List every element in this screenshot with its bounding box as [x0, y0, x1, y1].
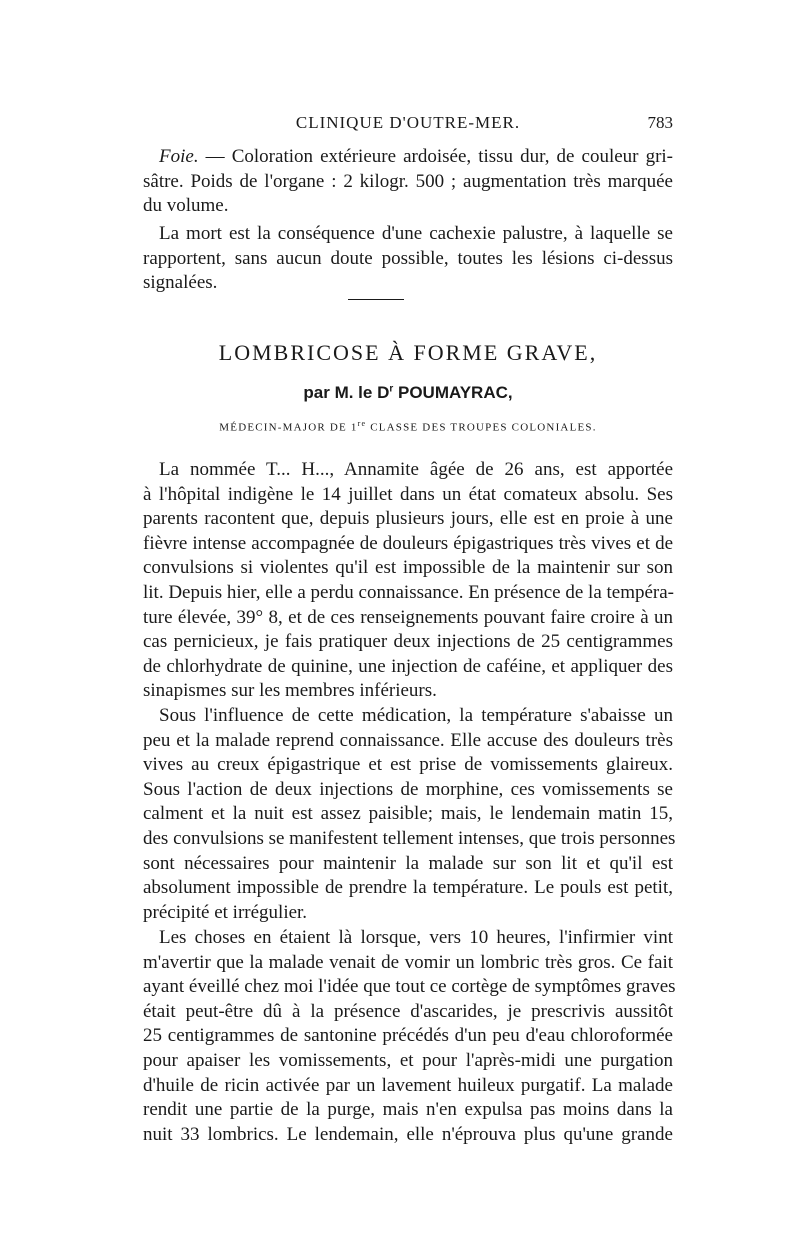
- text-line: fièvre intense accompagnée de douleurs épigastriques très vives et de: [143, 532, 673, 554]
- text-line: calment et la nuit est assez paisible; mais, le lendemain matin 15,: [143, 803, 673, 825]
- text-line: Les choses en étaient là lorsque, vers 10 heures, l'infirmier vint: [159, 927, 673, 948]
- article-title: LOMBRICOSE À FORME GRAVE,: [218, 340, 598, 365]
- text-line: sont nécessaires pour maintenir la malade sur son lit et qu'il est: [143, 852, 673, 874]
- running-title: CLINIQUE D'OUTRE-MER.: [295, 113, 521, 132]
- text-line: pour apaiser les vomissements, et pour l'après-midi une purgation: [143, 1049, 673, 1071]
- text-line: de chlorhydrate de quinine, une injection de caféine, et appliquer des: [143, 655, 673, 677]
- text-line: du volume.: [143, 195, 229, 217]
- section-divider: [348, 299, 404, 300]
- text-line: rapportent, sans aucun doute possible, toutes les lésions ci-dessus: [143, 247, 673, 269]
- text-line: à l'hôpital indigène le 14 juillet dans un état comateux absolu. Ses: [143, 483, 673, 505]
- text-line: signalées.: [143, 272, 218, 294]
- author-affiliation: MÉDECIN-MAJOR DE 1re CLASSE DES TROUPES COLONIALES.: [219, 419, 597, 434]
- text-line: Sous l'influence de cette médication, la température s'abaisse un: [159, 705, 673, 726]
- text-line: sinapismes sur les membres inférieurs.: [143, 680, 437, 702]
- text-line: sâtre. Poids de l'organe : 2 kilogr. 500 ; augmentation très marquée: [143, 170, 673, 192]
- text-line: peu et la malade reprend connaissance. Elle accuse des douleurs très: [143, 729, 673, 751]
- body-paragraph-2: [143, 704, 676, 925]
- text-line: absolument impossible de prendre la température. Le pouls est petit,: [143, 877, 673, 899]
- text-line: convulsions si violentes qu'il est impossible de la maintenir sur son: [143, 557, 673, 579]
- text-line: d'huile de ricin activée par un lavement huileux purgatif. La malade: [143, 1074, 673, 1096]
- intro-paragraph-foie: [143, 145, 673, 219]
- page-header: [143, 113, 673, 143]
- intro-paragraph-conclusion: [143, 222, 673, 296]
- page-number: 783: [647, 113, 673, 132]
- text-line: ture élevée, 39° 8, et de ces renseignements pouvant faire croire à un: [143, 606, 673, 628]
- text-line: La nommée T... H..., Annamite âgée de 26 ans, est apportée: [159, 459, 673, 480]
- text-line: était peut-être dû à la présence d'ascarides, je prescrivis aussitôt: [143, 1000, 673, 1022]
- text-line: vives au creux épigastrique et est prise de vomissements glaireux.: [143, 754, 673, 776]
- text-line: cas pernicieux, je fais pratiquer deux injections de 25 centigrammes: [143, 631, 673, 653]
- text-line: nuit 33 lombrics. Le lendemain, elle n'éprouva plus qu'une grande: [143, 1123, 673, 1145]
- text-line: Foie. — Coloration extérieure ardoisée, tissu dur, de couleur gri-: [159, 146, 674, 167]
- text-line: précipité et irrégulier.: [143, 901, 308, 923]
- text-line: La mort est la conséquence d'une cachexie palustre, à laquelle se: [159, 223, 673, 244]
- text-line: 25 centigrammes de santonine précédés d'un peu d'eau chloroformée: [143, 1025, 673, 1047]
- text-line: m'avertir que la malade venait de vomir un lombric très gros. Ce fait: [143, 951, 673, 973]
- author-byline: par M. le $D^r$ POUMAYRAC,: [303, 383, 513, 402]
- foie-label: Foie.: [159, 146, 199, 167]
- body-paragraph-3: [143, 926, 676, 1147]
- body-paragraph-1: [143, 458, 673, 704]
- text-line: des convulsions se manifestent tellement intenses, que trois personnes: [143, 827, 676, 849]
- text-line: rendit une partie de la purge, mais n'en expulsa pas moins dans la: [143, 1099, 673, 1121]
- text-line: ayant éveillé chez moi l'idée que tout ce cortège de symptômes graves: [143, 976, 676, 998]
- text-line: lit. Depuis hier, elle a perdu connaissance. En présence de la tempéra-: [143, 581, 675, 603]
- text-line: parents racontent que, depuis plusieurs jours, elle est en proie à une: [143, 508, 673, 530]
- text-line: Sous l'action de deux injections de morphine, ces vomissements se: [143, 778, 673, 800]
